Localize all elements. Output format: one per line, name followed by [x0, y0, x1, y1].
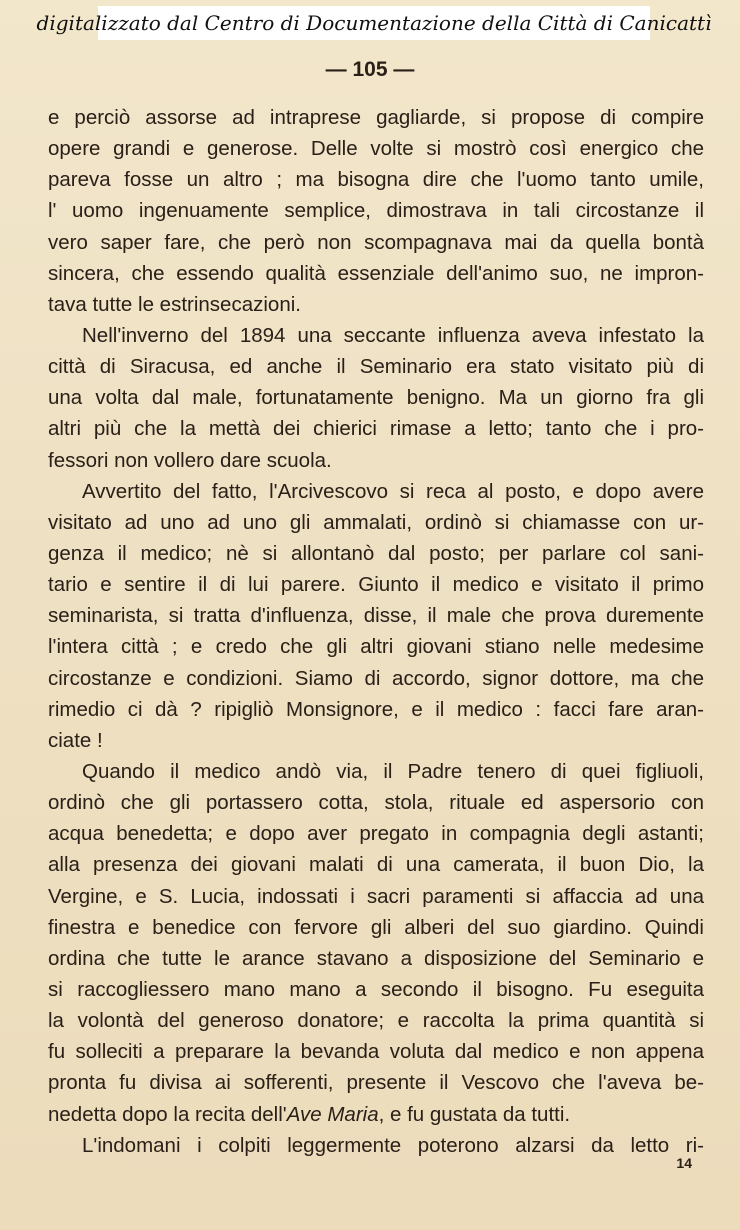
text-line: pareva fosse un altro ; ma bisogna dire che l'uomo tanto umile,	[48, 168, 704, 192]
text-line: pronta fu divisa ai sofferenti, presente il Vescovo che l'aveva be-	[48, 1071, 704, 1095]
body-text	[48, 102, 704, 1161]
text-line: ciate !	[48, 728, 103, 752]
text-line: fessori non vollero dare scuola.	[48, 448, 332, 472]
text-line: l' uomo ingenuamente semplice, dimostrava in tali circostanze il	[48, 199, 704, 223]
text-line: Quando il medico andò via, il Padre tenero di quei figliuoli,	[82, 759, 704, 783]
text-segment: , e fu gustata da tutti.	[378, 1102, 571, 1126]
text-line: L'indomani i colpiti leggermente poterono alzarsi da letto ri-	[82, 1133, 704, 1157]
text-segment: nedetta dopo la recita dell'	[48, 1102, 287, 1126]
text-line: fu solleciti a preparare la bevanda voluta dal medico e non appena	[48, 1040, 704, 1064]
text-line: acqua benedetta; e dopo aver pregato in compagnia degli astanti;	[48, 822, 704, 846]
text-line: e perciò assorse ad intraprese gagliarde, si propose di compire	[48, 106, 704, 129]
text-line: tario e sentire il di lui parere. Giunto il medico e visitato il primo	[48, 573, 704, 597]
text-line: Avvertito del fatto, l'Arcivescovo si reca al posto, e dopo avere	[82, 479, 704, 503]
text-line: opere grandi e generose. Delle volte si mostrò così energico che	[48, 137, 704, 161]
text-line: rimedio ci dà ? ripigliò Monsignore, e il medico : facci fare aran-	[48, 697, 704, 721]
page-number: — 105 —	[325, 58, 415, 81]
text-line: visitato ad uno ad uno gli ammalati, ordinò si chiamasse con ur-	[48, 510, 704, 534]
text-line: ordina che tutte le arance stavano a disposizione del Seminario e	[48, 946, 704, 970]
text-line: ordinò che gli portassero cotta, stola, rituale ed aspersorio con	[48, 791, 704, 815]
text-line: città di Siracusa, ed anche il Seminario era stato visitato più di	[48, 355, 704, 379]
text-line: tava tutte le estrinsecazioni.	[48, 292, 301, 316]
text-line: una volta dal male, fortunatamente benigno. Ma un giorno fra gli	[48, 386, 704, 410]
text-line: vero saper fare, che però non scompagnava mai da quella bontà	[48, 230, 704, 254]
text-line: sincera, che essendo qualità essenziale dell'animo suo, ne impron-	[48, 261, 704, 285]
text-line: l'intera città ; e credo che gli altri giovani stiano nelle medesime	[48, 635, 704, 659]
text-line: seminarista, si tratta d'influenza, disse, il male che prova duremente	[48, 604, 704, 628]
text-line: circostanze e condizioni. Siamo di accordo, signor dottore, ma che	[48, 666, 704, 690]
signature-mark: 14	[676, 1155, 692, 1171]
text-line: la volontà del generoso donatore; e raccolta la prima quantità si	[48, 1009, 704, 1033]
text-line: alla presenza dei giovani malati di una camerata, il buon Dio, la	[48, 853, 704, 877]
text-line: Nell'inverno del 1894 una seccante influenza aveva infestato la	[82, 323, 704, 347]
text-line: si raccogliessero mano mano a secondo il bisogno. Fu eseguita	[48, 977, 704, 1001]
text-line: genza il medico; nè si allontanò dal posto; per parlare col sani-	[48, 541, 704, 565]
text-line-ave-maria	[48, 1099, 698, 1130]
text-line: Vergine, e S. Lucia, indossati i sacri paramenti si affaccia ad una	[48, 884, 704, 908]
text-line: altri più che la mettà dei chierici rimase a letto; tanto che i pro-	[48, 417, 704, 441]
italic-text-ave-maria: Ave Maria	[286, 1102, 379, 1126]
text-line: finestra e benedice con fervore gli alberi del suo giardino. Quindi	[48, 915, 704, 939]
digitization-watermark: digitalizzato dal Centro di Documentazione della Città di Canicattì	[98, 6, 650, 40]
